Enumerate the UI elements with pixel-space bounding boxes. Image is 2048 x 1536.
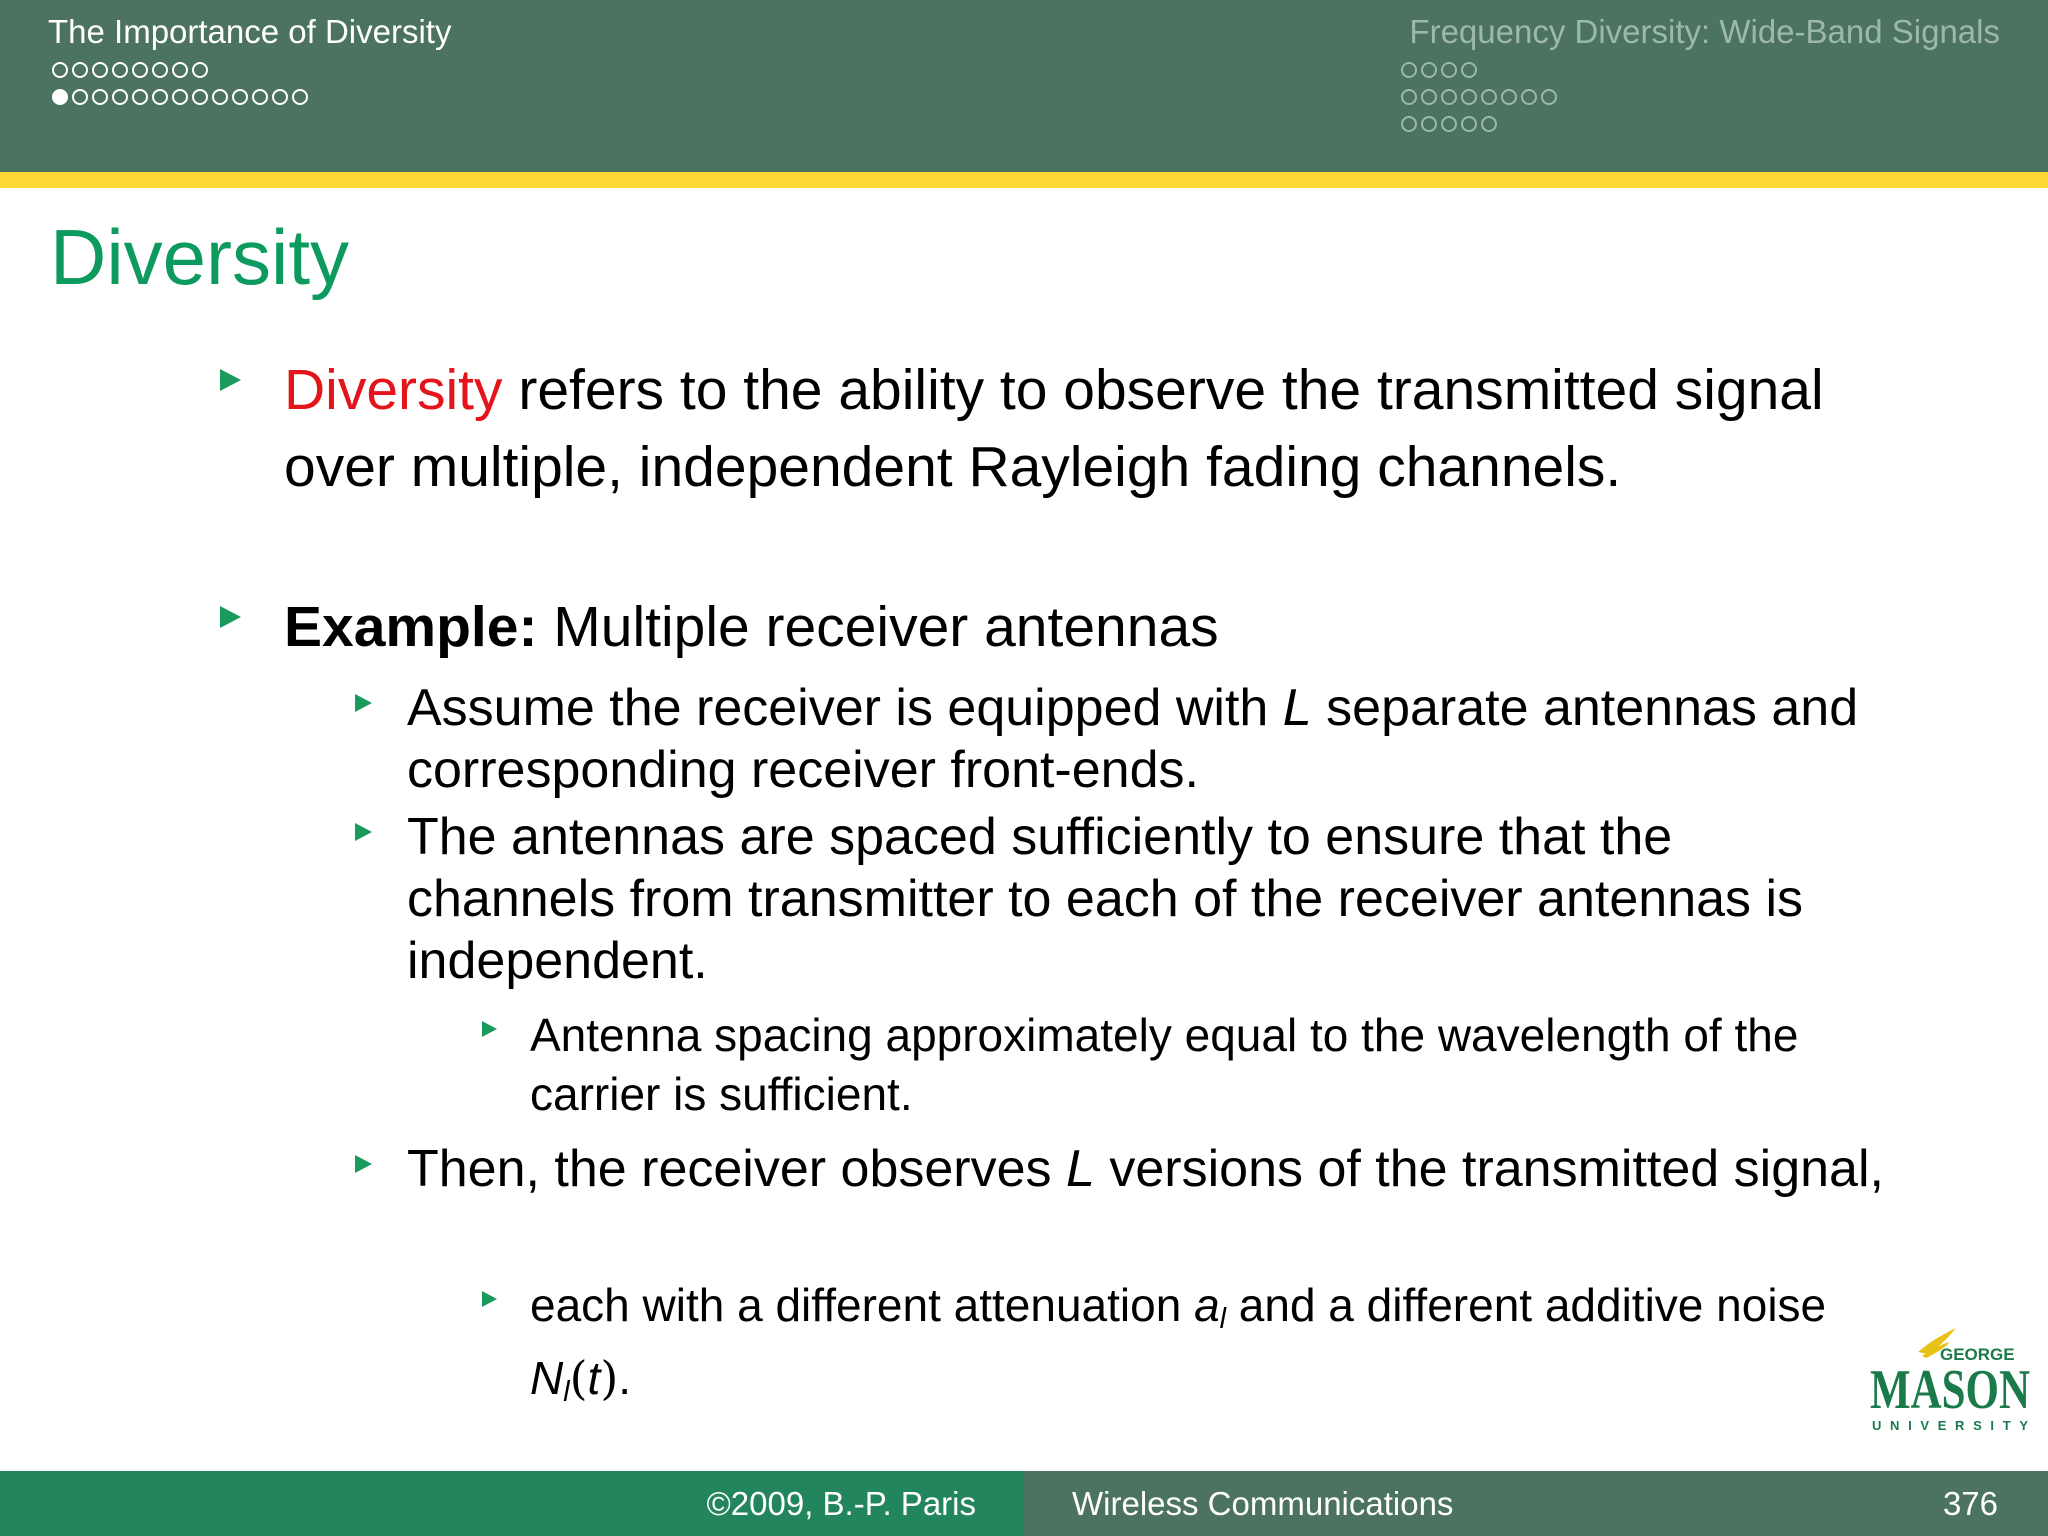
math-variable: L — [1282, 679, 1312, 737]
frame-nav-dot-icon[interactable] — [52, 89, 68, 105]
bullet-l-versions — [407, 1138, 1887, 1200]
logo-mason-text: MASON — [1870, 1359, 2030, 1421]
frame-nav-dot-icon[interactable] — [292, 89, 308, 105]
frame-nav-dot-icon[interactable] — [212, 89, 228, 105]
triangle-bullet-icon — [355, 1155, 372, 1173]
bullet-antenna-spacing — [407, 806, 1887, 992]
bullet-attenuation-noise — [530, 1276, 1910, 1422]
frame-nav-dot-icon[interactable] — [1481, 89, 1497, 105]
frame-nav-dot-icon[interactable] — [1501, 89, 1517, 105]
math-variable: L — [1066, 1140, 1095, 1198]
slide-footer — [0, 1471, 2048, 1536]
bullet-diversity-definition — [284, 352, 1844, 506]
frame-nav-dot-icon[interactable] — [1441, 116, 1457, 132]
frame-nav-dot-icon[interactable] — [1421, 116, 1437, 132]
subsection-nav-dots-row-1[interactable] — [1401, 60, 1477, 80]
frame-nav-dot-icon[interactable] — [172, 89, 188, 105]
frame-nav-dot-icon[interactable] — [72, 89, 88, 105]
bullet-text: The antennas are spaced sufficiently to ensure that the channels from transmitter to each of the receiver antennas is independent. — [407, 808, 1804, 990]
subsection-nav-dots-row-3[interactable] — [1401, 114, 1497, 134]
frame-nav-dot-icon[interactable] — [1401, 89, 1417, 105]
george-mason-logo — [1870, 1322, 2030, 1437]
slide-header — [0, 0, 2048, 172]
section-nav-dots-row-1[interactable] — [52, 60, 208, 80]
page-number: 376 — [1942, 1485, 1998, 1522]
triangle-bullet-icon — [220, 606, 241, 628]
frame-nav-dot-icon[interactable] — [232, 89, 248, 105]
bullet-text: Assume the receiver is equipped with — [407, 679, 1283, 737]
triangle-bullet-icon — [482, 1291, 497, 1307]
frame-nav-dot-icon[interactable] — [52, 62, 68, 78]
bullet-text: each with a different attenuation — [530, 1279, 1195, 1331]
frame-nav-dot-icon[interactable] — [252, 89, 268, 105]
subsection-nav-title[interactable]: Frequency Diversity: Wide-Band Signals — [1409, 13, 2000, 50]
frame-nav-dot-icon[interactable] — [192, 89, 208, 105]
math-paren-close: ) — [600, 1351, 619, 1406]
triangle-bullet-icon — [355, 694, 372, 712]
math-variable-n: N — [530, 1352, 564, 1405]
frame-nav-dot-icon[interactable] — [1481, 116, 1497, 132]
math-subscript: l — [1219, 1303, 1226, 1336]
triangle-bullet-icon — [355, 823, 372, 841]
footer-course-title: Wireless Communications — [1072, 1484, 1454, 1522]
frame-nav-dot-icon[interactable] — [92, 62, 108, 78]
header-stripe — [0, 172, 2048, 188]
section-nav-title[interactable]: The Importance of Diversity — [48, 13, 452, 50]
math-argument: t — [587, 1352, 601, 1405]
frame-nav-dot-icon[interactable] — [1401, 116, 1417, 132]
bullet-text: . — [618, 1352, 632, 1405]
frame-nav-dot-icon[interactable] — [1441, 89, 1457, 105]
math-paren-open: ( — [569, 1351, 588, 1406]
triangle-bullet-icon — [482, 1021, 497, 1037]
triangle-bullet-icon — [220, 369, 241, 391]
frame-nav-dot-icon[interactable] — [1421, 89, 1437, 105]
subsection-nav-dots-row-2[interactable] — [1401, 87, 1557, 107]
section-nav-dots-row-2[interactable] — [52, 87, 308, 107]
bullet-text: versions of the transmitted signal, — [1094, 1140, 1884, 1198]
frame-nav-dot-icon[interactable] — [1421, 62, 1437, 78]
bullet-text: refers to the ability to observe the transmitted signal over multiple, independent Rayleigh fading channels. — [284, 358, 1824, 499]
frame-nav-dot-icon[interactable] — [1461, 89, 1477, 105]
diversity-term: Diversity — [284, 358, 503, 422]
bullet-text: and a different additive noise — [1226, 1279, 1827, 1331]
frame-nav-dot-icon[interactable] — [152, 89, 168, 105]
frame-nav-dot-icon[interactable] — [132, 89, 148, 105]
frame-nav-dot-icon[interactable] — [1541, 89, 1557, 105]
bullet-text: separate antennas and corresponding receiver front-ends. — [407, 679, 1859, 799]
frame-nav-dot-icon[interactable] — [112, 89, 128, 105]
example-label: Example: — [284, 595, 538, 659]
logo-george-text: GEORGE — [1940, 1345, 2015, 1364]
footer-author-box — [0, 1471, 1024, 1536]
bullet-wavelength — [530, 1006, 1910, 1124]
bullet-text: Antenna spacing approximately equal to the wavelength of the carrier is sufficient. — [530, 1009, 1799, 1120]
frame-title: Diversity — [50, 213, 350, 301]
frame-nav-dot-icon[interactable] — [112, 62, 128, 78]
frame-nav-dot-icon[interactable] — [152, 62, 168, 78]
frame-nav-dot-icon[interactable] — [1401, 62, 1417, 78]
bullet-text: Then, the receiver observes — [407, 1140, 1066, 1198]
bullet-example — [284, 589, 1844, 666]
frame-nav-dot-icon[interactable] — [1441, 62, 1457, 78]
frame-nav-dot-icon[interactable] — [1521, 89, 1537, 105]
logo-university-text: UNIVERSITY — [1872, 1418, 2028, 1433]
frame-nav-dot-icon[interactable] — [1461, 62, 1477, 78]
math-subscript: l — [563, 1376, 570, 1409]
bullet-text: Multiple receiver antennas — [537, 595, 1219, 659]
bullet-assume-receiver — [407, 677, 1887, 801]
frame-nav-dot-icon[interactable] — [132, 62, 148, 78]
frame-nav-dot-icon[interactable] — [172, 62, 188, 78]
frame-nav-dot-icon[interactable] — [192, 62, 208, 78]
frame-nav-dot-icon[interactable] — [72, 62, 88, 78]
footer-title-box — [1024, 1471, 2048, 1536]
frame-nav-dot-icon[interactable] — [92, 89, 108, 105]
math-variable-a: a — [1194, 1279, 1220, 1331]
frame-nav-dot-icon[interactable] — [272, 89, 288, 105]
frame-nav-dot-icon[interactable] — [1461, 116, 1477, 132]
footer-copyright: ©2009, B.-P. Paris — [706, 1484, 976, 1522]
